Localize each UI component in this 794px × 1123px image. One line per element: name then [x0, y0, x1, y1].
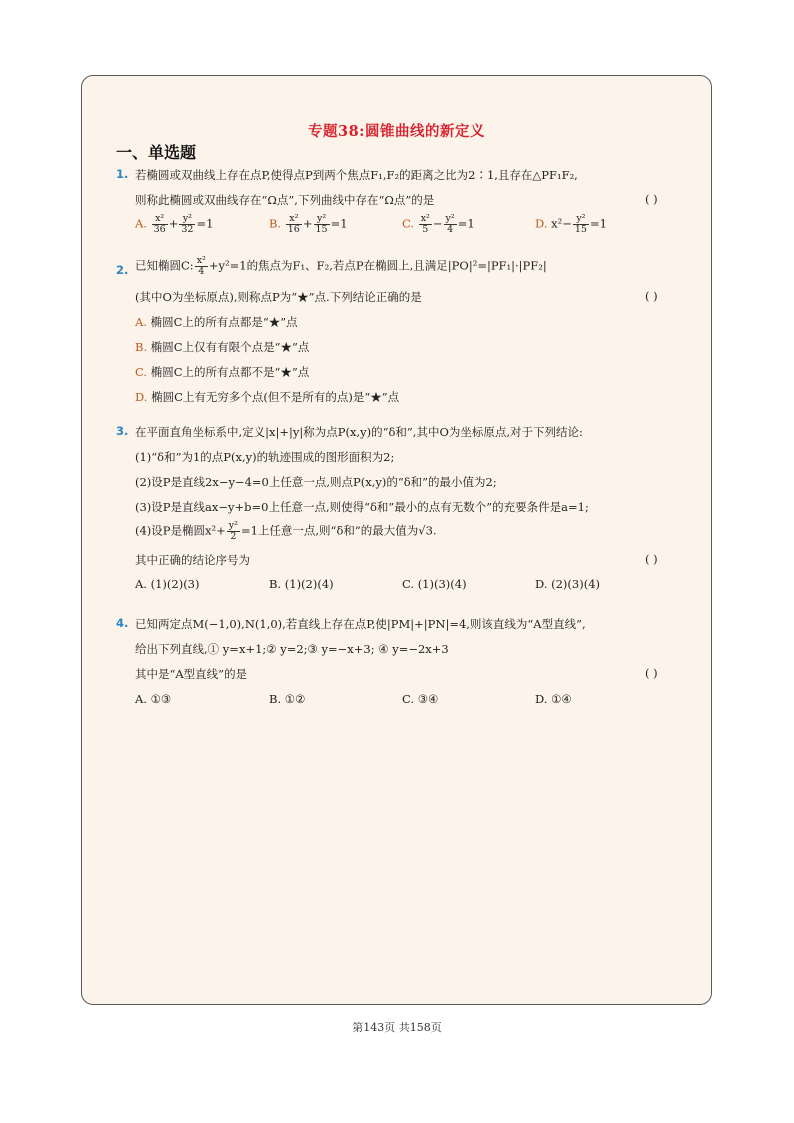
question-text: 已知两定点M(−1,0),N(1,0),若直线上存在点P,使|PM|+|PN|=4,则该直线为“A型直线”, [135, 617, 586, 631]
statement-4: (4)设P是椭圆x²+ $\frac{\text{y²}}{2}$ =1上任意一点,则“δ和”的最大值为√3. [135, 520, 437, 542]
question-number: 2. [116, 263, 129, 277]
answer-blank: ( ) [645, 192, 658, 206]
question-number: 3. [116, 424, 129, 438]
option-b[interactable]: B. $\frac{\text{x²}}{16}$ + $\frac{\text{y²}}{15}$ =1 [269, 213, 348, 235]
option-d[interactable]: D. ①④ [535, 692, 572, 706]
answer-blank: ( ) [645, 289, 658, 303]
answer-blank: ( ) [645, 666, 658, 680]
question-text: 在平面直角坐标系中,定义|x|+|y|称为点P(x,y)的“δ和”,其中O为坐标原点,对于下列结论: [135, 425, 583, 439]
option-b[interactable]: B. ①② [269, 692, 306, 706]
content-card [81, 75, 712, 1005]
question-text: 已知椭圆C: $\frac{\text{x²}}{4}$ +y²=1的焦点为F₁、F₂,若点P在椭圆上,且满足|PO|²=|PF₁|·|PF₂| [135, 255, 547, 277]
option-c[interactable]: C. 椭圆C上的所有点都不是“★”点 [135, 365, 310, 379]
question-text: (其中O为坐标原点),则称点P为“★”点.下列结论正确的是 [135, 290, 422, 304]
question-text: 给出下列直线,① y=x+1;② y=2;③ y=−x+3; ④ y=−2x+3 [135, 642, 449, 656]
option-c[interactable]: C. (1)(3)(4) [402, 577, 467, 591]
option-a[interactable]: A. (1)(2)(3) [135, 577, 200, 591]
option-d[interactable]: D. 椭圆C上有无穷多个点(但不是所有的点)是“★”点 [135, 390, 400, 404]
section-heading: 一、单选题 [116, 143, 197, 162]
answer-blank: ( ) [645, 552, 658, 566]
statement-1: (1)“δ和”为1的点P(x,y)的轨迹围成的图形面积为2; [135, 450, 395, 464]
option-a[interactable]: A. ①③ [135, 692, 172, 706]
option-d[interactable]: D. (2)(3)(4) [535, 577, 600, 591]
question-ask: 其中是“A型直线”的是 [135, 667, 248, 681]
question-number: 1. [116, 167, 129, 181]
option-a[interactable]: A. 椭圆C上的所有点都是“★”点 [135, 315, 298, 329]
option-d[interactable]: D. x²− $\frac{\text{y²}}{15}$ =1 [535, 213, 607, 235]
question-ask: 其中正确的结论序号为 [135, 553, 250, 567]
option-b[interactable]: B. 椭圆C上仅有有限个点是“★”点 [135, 340, 310, 354]
option-b[interactable]: B. (1)(2)(4) [269, 577, 334, 591]
option-c[interactable]: C. $\frac{\text{x²}}{5}$ − $\frac{\text{y²}}{4}$ =1 [402, 213, 475, 235]
option-c[interactable]: C. ③④ [402, 692, 439, 706]
option-a[interactable]: A. $\frac{\text{x²}}{36}$ + $\frac{\text{y²}}{32}$ =1 [135, 213, 214, 235]
question-text: 则称此椭圆或双曲线存在“Ω点”,下列曲线中存在“Ω点”的是 [135, 193, 435, 207]
question-text: 若椭圆或双曲线上存在点P,使得点P到两个焦点F₁,F₂的距离之比为2∶1,且存在△PF₁F₂, [135, 168, 578, 182]
statement-2: (2)设P是直线2x−y−4=0上任意一点,则点P(x,y)的“δ和”的最小值为2; [135, 475, 497, 489]
statement-3: (3)设P是直线ax−y+b=0上任意一点,则使得“δ和”最小的点有无数个”的充要条件是a=1; [135, 500, 589, 514]
page-footer: 第143页 共158页 [352, 1021, 442, 1034]
question-number: 4. [116, 616, 129, 630]
page-title: 专题38:圆锥曲线的新定义 [307, 123, 486, 140]
